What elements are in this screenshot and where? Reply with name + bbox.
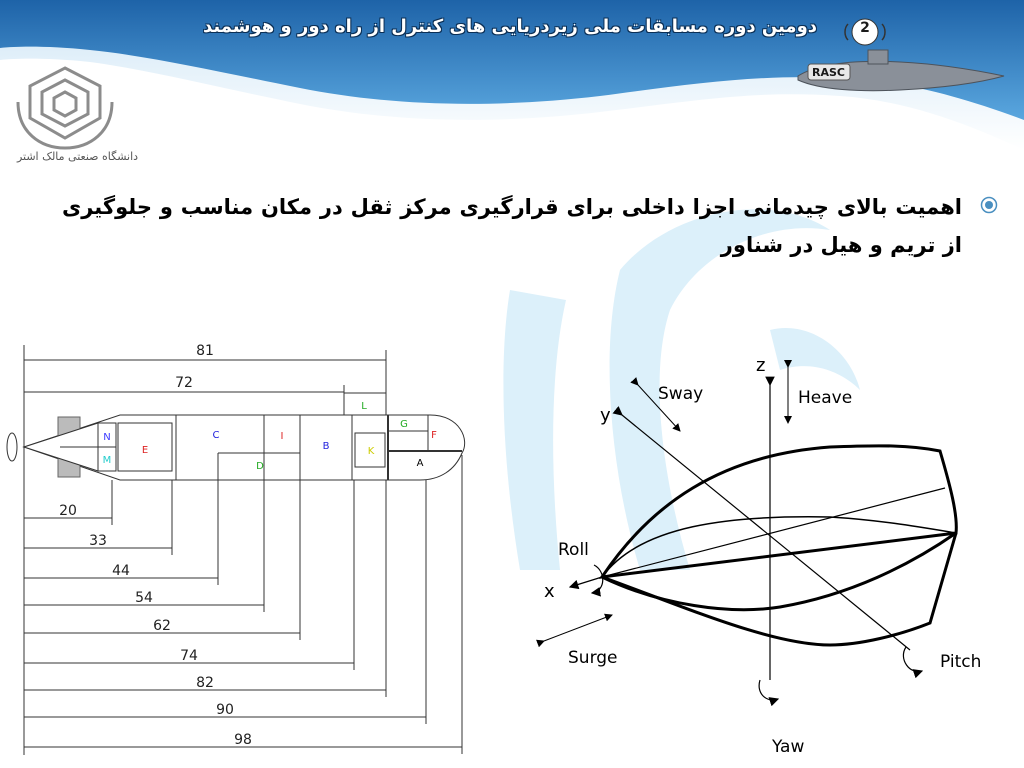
surge-label: Surge: [568, 648, 618, 668]
y-axis-label: y: [600, 405, 611, 426]
component-label-c: C: [212, 430, 220, 441]
dim-label-81: 81: [196, 343, 214, 359]
dim-label-74: 74: [180, 648, 198, 664]
component-label-n: N: [103, 432, 111, 443]
yaw-label: Yaw: [772, 737, 805, 757]
x-axis-label: x: [544, 581, 555, 602]
dim-label-98: 98: [234, 732, 252, 748]
slide-number: 2: [860, 20, 870, 36]
header-title: دومین دوره مسابقات ملی زیردریایی های کنترل از راه دور و هوشمند: [202, 16, 817, 37]
motion-axes-diagram: [530, 345, 1000, 765]
sway-label: Sway: [658, 384, 704, 404]
component-label-i: I: [280, 431, 284, 442]
rasc-badge: RASC: [812, 66, 845, 79]
dim-label-20: 20: [59, 503, 77, 519]
logo-caption: دانشگاه صنعتی مالک اشتر: [16, 150, 139, 163]
heave-label: Heave: [798, 388, 853, 408]
component-label-e: E: [141, 445, 149, 456]
component-label-k: K: [367, 446, 375, 457]
component-label-l: L: [361, 401, 367, 412]
component-label-f: F: [431, 430, 437, 441]
bullet-text: اهمیت بالای چیدمانی اجزا داخلی برای قرارگیری مرکز ثقل در مکان مناسب و جلوگیری از تریم و هیل در شناور: [62, 195, 962, 257]
dim-label-33: 33: [89, 533, 107, 549]
component-label-g: G: [400, 419, 408, 430]
component-label-d: D: [256, 461, 264, 472]
dim-label-90: 90: [216, 702, 234, 718]
dim-label-72: 72: [175, 375, 193, 391]
roll-label: Roll: [558, 540, 589, 560]
dim-label-54: 54: [135, 590, 153, 606]
bullet-icon: [980, 196, 998, 214]
component-label-a: A: [416, 458, 424, 469]
university-logo: [10, 62, 120, 152]
pitch-label: Pitch: [940, 652, 982, 672]
component-label-m: M: [102, 455, 112, 466]
z-axis-label: z: [756, 355, 766, 376]
dim-label-44: 44: [112, 563, 130, 579]
component-label-b: B: [322, 441, 330, 452]
dim-label-62: 62: [153, 618, 171, 634]
component-layout-diagram: [0, 335, 475, 760]
dim-label-82: 82: [196, 675, 214, 691]
